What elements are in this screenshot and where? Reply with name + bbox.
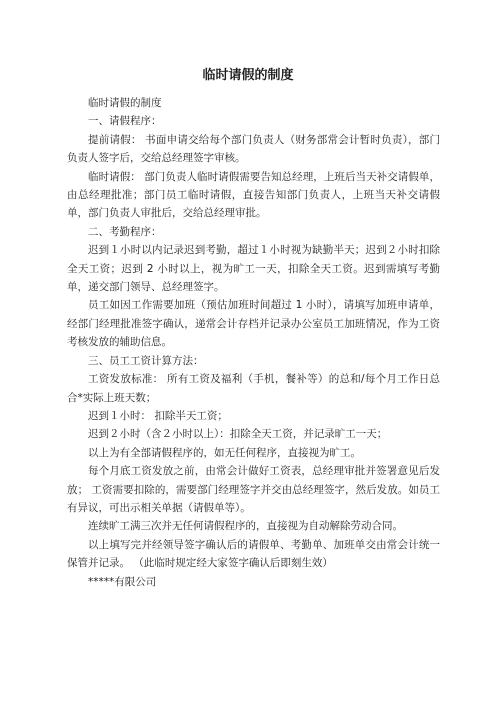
- paragraph: 以上填写完并经领导签字确认后的请假单、考勤单、加班单交由常会计统一保管并记录。 （此临时规定经大家签字确认后即刻生效）: [67, 538, 440, 570]
- section-heading: 二、考勤程序：: [88, 225, 162, 238]
- paragraph: 临时请假： 部门负责人临时请假需要告知总经理，上班后当天补交请假单，由总经理批准；部门员工临时请假，直接告知部门负责人，上班当天补交请假单，部门负责人审批后，交给总经理审批。: [67, 170, 440, 220]
- section-heading: 一、请假程序：: [88, 115, 162, 128]
- paragraph: 员工如因工作需要加班（预估加班时间超过 1 小时），请填写加班申请单，经部门经理批准签字确认，递常会计存档并记录办公室员工加班情况，作为工资考核发放的辅助信息。: [67, 299, 440, 349]
- company-name: *****有限公司: [88, 575, 157, 588]
- paragraph: 提前请假： 书面申请交给每个部门负责人（财务部常会计暂时负责），部门负责人签字后，交给总经理签字审核。: [67, 133, 440, 165]
- paragraph: 工资发放标准： 所有工资及福利（手机，餐补等）的总和/每个月工作日总合*实际上班天数；: [67, 373, 440, 404]
- paragraph: 迟到２小时（含２小时以上）：扣除全天工资，并记录旷工一天；: [88, 428, 388, 441]
- paragraph: 临时请假的制度: [88, 97, 162, 109]
- section-heading: 三、员工工资计算方法：: [88, 354, 204, 367]
- paragraph: 迟到１小时以内记录迟到考勤，超过１小时视为缺勤半天；迟到２小时扣除全天工资；迟到 2 小时以上，视为旷工一天，扣除全天工资。迟到需填写考勤单，递交部门领导、总经理签字。: [67, 244, 440, 294]
- document-body: [67, 94, 440, 591]
- paragraph: 连续旷工满三次并无任何请假程序的，直接视为自动解除劳动合同。: [88, 520, 403, 533]
- paragraph: 迟到１小时： 扣除半天工资；: [88, 409, 228, 422]
- paragraph: 每个月底工资发放之前，由常会计做好工资表，总经理审批并签署意见后发放； 工资需要扣除的，需要部门经理签字并交由总经理签字，然后发放。如员工有异议，可出示相关单据（请假单等）。: [67, 465, 440, 514]
- document-title: 临时请假的制度: [202, 68, 294, 83]
- paragraph: 以上为有全部请假程序的，如无任何程序，直接视为旷工。: [88, 446, 361, 459]
